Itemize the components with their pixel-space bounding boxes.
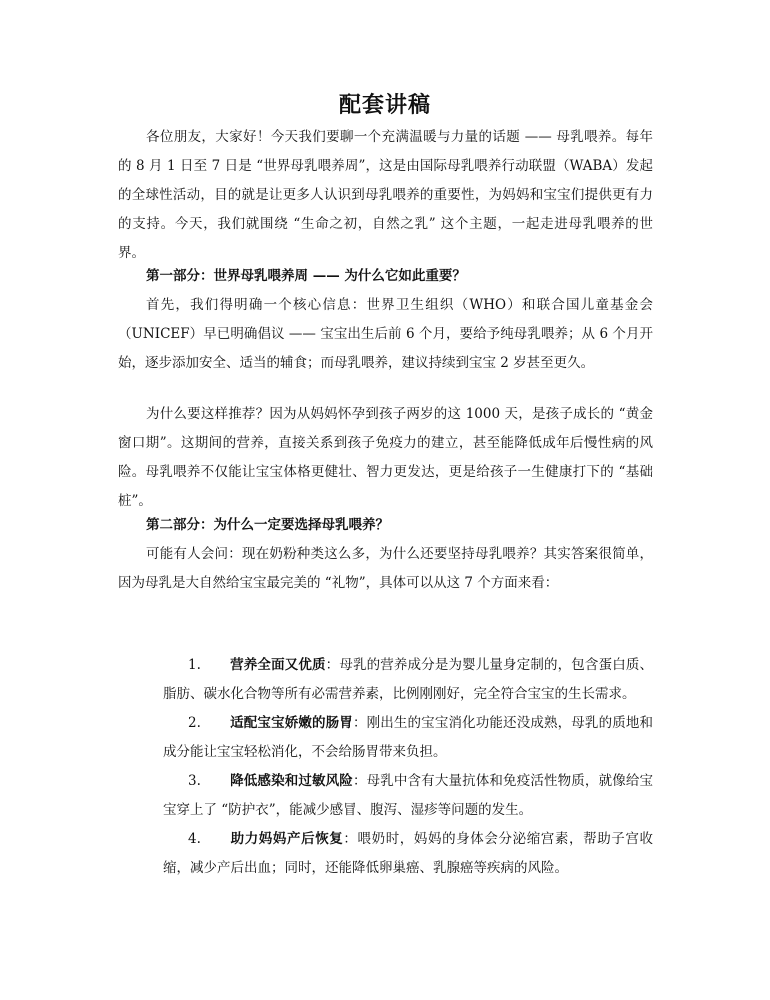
part1-heading: 第一部分：世界母乳喂养周 —— 为什么它如此重要？ <box>146 268 466 284</box>
list-text: ：刚出生的宝宝消化功能还没成熟，母乳的质地和成分能让宝宝轻松消化，不会给肠胃带来负担。 <box>163 715 654 760</box>
list-number: 2. <box>188 715 201 731</box>
list-number: 4. <box>188 831 201 847</box>
intro-paragraph: 各位朋友，大家好！今天我们要聊一个充满温暖与力量的话题 —— 母乳喂养。每年的 8 月 1 日至 7 日是 “世界母乳喂养周”，这是由国际母乳喂养行动联盟（WABA）发起的全球性活动，目的就是让更多人认识到母乳喂养的重要性，为妈妈和宝宝们提供更有力的支持。今天，我们就围绕 “生命之初，自然之乳” 这个主题，一起走进母乳喂养的世界。 <box>118 129 653 261</box>
list-item <box>163 651 653 709</box>
list-text: ：喂奶时，妈妈的身体会分泌缩宫素，帮助子宫收缩，减少产后出血；同时，还能降低卵巢癌、乳腺癌等疾病的风险。 <box>163 831 654 876</box>
list-item <box>163 767 653 825</box>
list-text: ：母乳中含有大量抗体和免疫活性物质，就像给宝宝穿上了 “防护衣”，能减少感冒、腹泻、湿疹等问题的发生。 <box>163 773 654 818</box>
part2-paragraph-1: 可能有人会问：现在奶粉种类这么多，为什么还要坚持母乳喂养？其实答案很简单，因为母乳是大自然给宝宝最完美的 “礼物”，具体可以从这 7 个方面来看： <box>118 546 653 591</box>
list-number: 1. <box>188 657 201 673</box>
list-number: 3. <box>188 773 201 789</box>
list-lead: 营养全面又优质 <box>230 657 326 673</box>
part1-paragraph-2: 为什么要这样推荐？因为从妈妈怀孕到孩子两岁的这 1000 天，是孩子成长的 “黄金窗口期”。这期间的营养，直接关系到孩子免疫力的建立，甚至能降低成年后慢性病的风险。母乳喂养不仅能让宝宝体格更健壮、智力更发达，更是给孩子一生健康打下的 “基础桩”。 <box>118 406 653 509</box>
part2-heading: 第二部分：为什么一定要选择母乳喂养？ <box>146 517 389 533</box>
list-text: ：母乳的营养成分是为婴儿量身定制的，包含蛋白质、脂肪、碳水化合物等所有必需营养素，比例刚刚好，完全符合宝宝的生长需求。 <box>163 657 654 702</box>
list-lead: 助力妈妈产后恢复 <box>230 831 344 847</box>
list-lead: 适配宝宝娇嫩的肠胃 <box>230 715 353 731</box>
list-item <box>163 825 653 883</box>
list-lead: 降低感染和过敏风险 <box>230 773 353 789</box>
page-title: 配套讲稿 <box>338 92 431 118</box>
list-item <box>163 709 653 767</box>
part1-paragraph-1: 首先，我们得明确一个核心信息：世界卫生组织（WHO）和联合国儿童基金会（UNICEF）早已明确倡议 —— 宝宝出生后前 6 个月，要给予纯母乳喂养；从 6 个月开始，逐步添加安全、适当的辅食；而母乳喂养，建议持续到宝宝 2 岁甚至更久。 <box>118 297 653 371</box>
